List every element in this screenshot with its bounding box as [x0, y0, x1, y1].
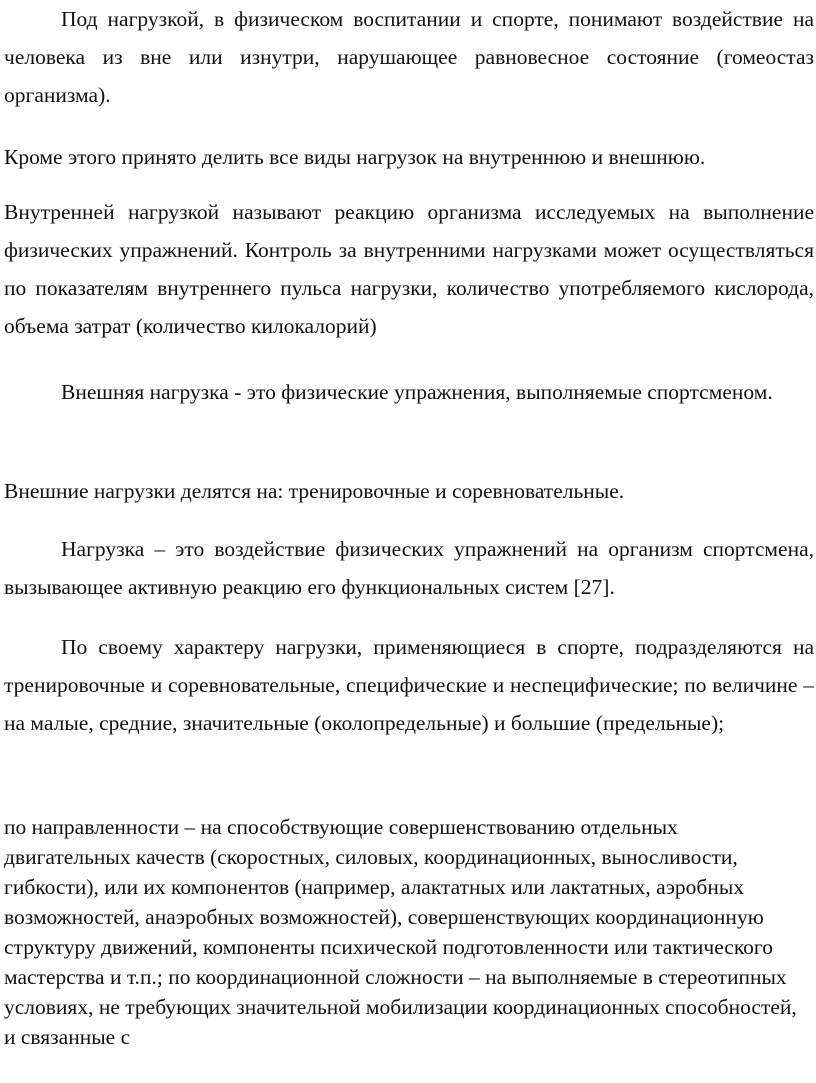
- paragraph-load-classification: По своему характеру нагрузки, применяющиеся в спорте, подразделяются на тренировочные и соревновательные, специфические и неспецифические; по величине – на малые, средние, значительные (околопредельные) и большие (предельные);: [4, 635, 814, 735]
- paragraph-internal-load: Внутренней нагрузкой называют реакцию организма исследуемых на выполнение физических упражнений. Контроль за внутренними нагрузками может осуществляться по показателям внутреннего пульса нагрузки, количество употребляемого кислорода, объема затрат (количество килокалорий): [4, 200, 814, 338]
- paragraph-external-load-division: Внешние нагрузки делятся на: тренировочные и соревновательные.: [4, 479, 625, 503]
- paragraph-load-effect: Нагрузка – это воздействие физических упражнений на организм спортсмена, вызывающее активную реакцию его функциональных систем [27].: [4, 537, 814, 599]
- paragraph-load-types: Кроме этого принято делить все виды нагрузок на внутреннюю и внешнюю.: [4, 145, 706, 169]
- paragraph-load-direction: по направленности – на способствующие совершенствованию отдельных двигательных качеств (скоростных, силовых, координационных, выносливости, гибкости), или их компонентов (например, алактатных или лактатных, аэробных возможностей, анаэробных возможностей), совершенствующих координационную структуру движений, компоненты психической подготовленности или тактического мастерства и т.п.; по координационной сложности – на выполняемые в стереотипных условиях, не требующих значительной мобилизации координационных способностей, и связанные с: [4, 815, 797, 1049]
- paragraph-load-definition: Под нагрузкой, в физическом воспитании и спорте, понимают воздействие на человека из вне или изнутри, нарушающее равновесное состояние (гомеостаз организма).: [4, 7, 814, 107]
- paragraph-external-load: Внешняя нагрузка - это физические упражнения, выполняемые спортсменом.: [61, 380, 773, 404]
